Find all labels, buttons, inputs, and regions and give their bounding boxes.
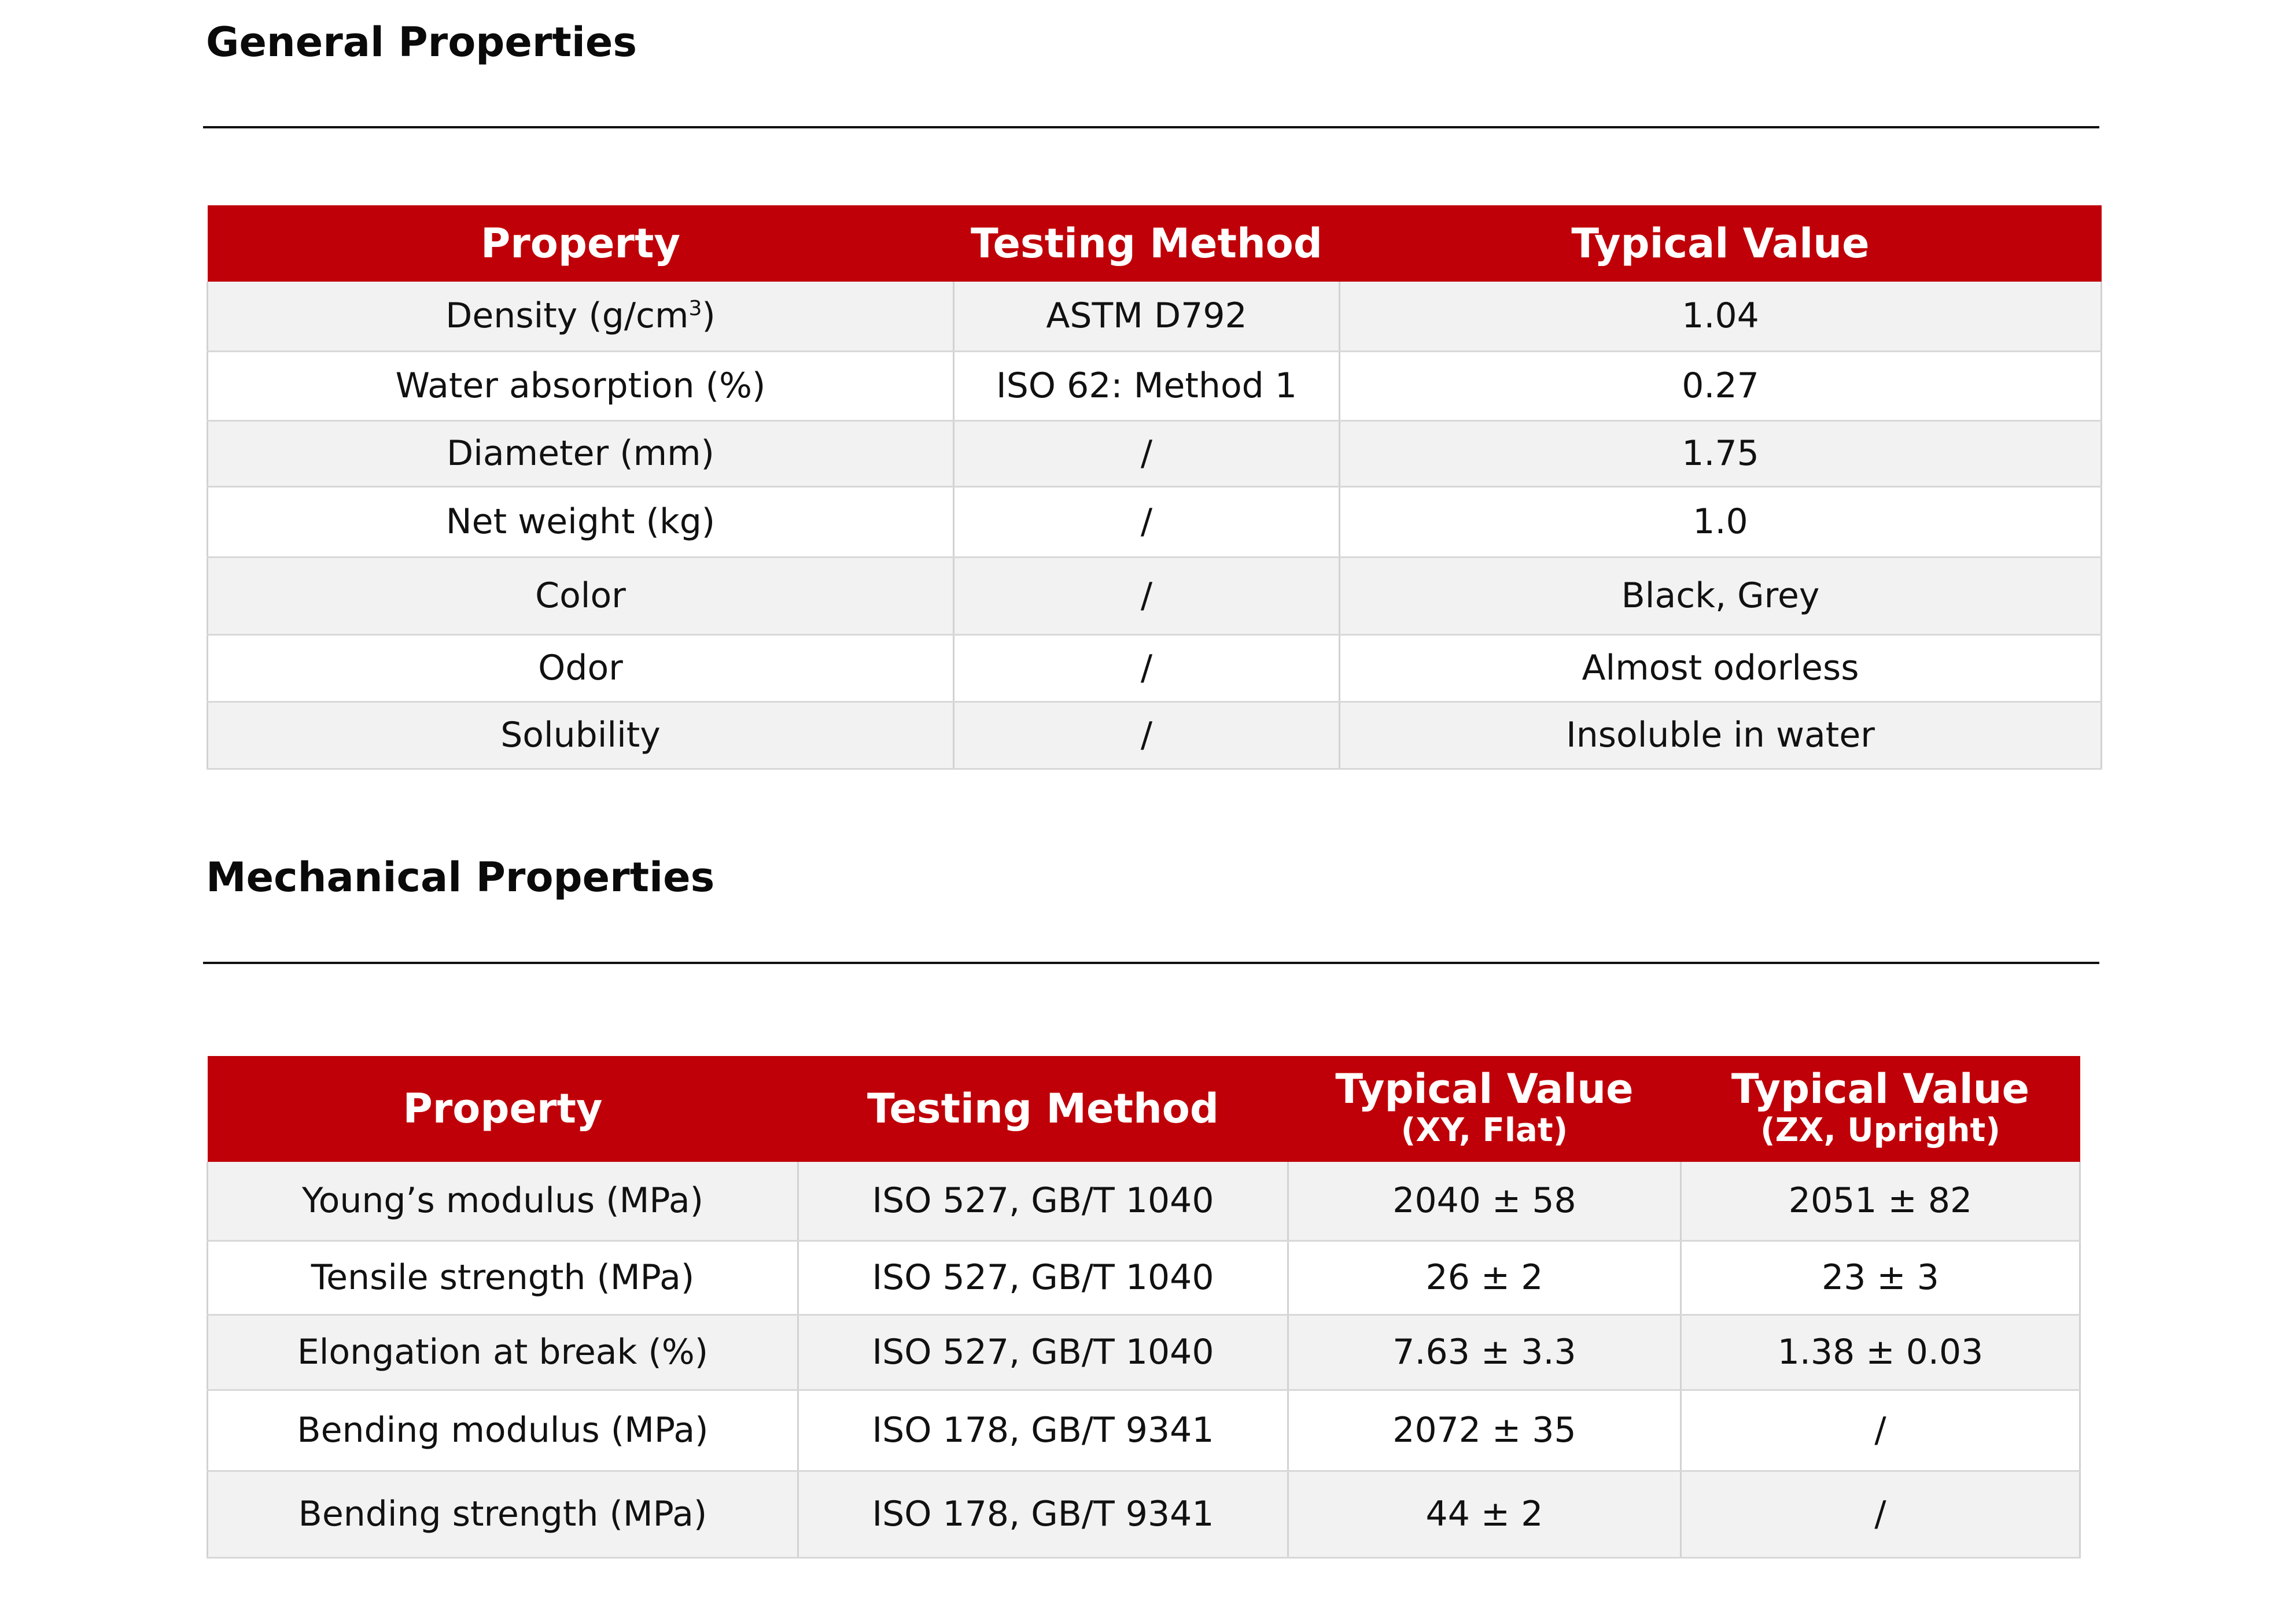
value-zx-cell: 2051 ± 82 (1681, 1162, 2080, 1241)
table-row (208, 420, 2102, 486)
value-xy-cell: 7.63 ± 3.3 (1288, 1315, 1681, 1390)
table-row (208, 351, 2102, 420)
table-row (208, 1390, 2080, 1471)
mechanical-properties-title: Mechanical Properties (206, 854, 715, 901)
value-zx-cell: / (1681, 1390, 2080, 1471)
method-cell: ISO 527, GB/T 1040 (798, 1162, 1288, 1241)
table-header-row (208, 1056, 2080, 1162)
method-cell: / (954, 420, 1340, 486)
table-row (208, 1162, 2080, 1241)
column-header-property: Property (208, 205, 954, 282)
property-cell: Elongation at break (%) (208, 1315, 798, 1390)
value-zx-cell: 23 ± 3 (1681, 1241, 2080, 1315)
column-header-testing-method: Testing Method (798, 1056, 1288, 1162)
value-xy-cell: 44 ± 2 (1288, 1471, 1681, 1557)
value-cell: Black, Grey (1340, 557, 2102, 634)
general-properties-title: General Properties (206, 19, 637, 66)
table-row (208, 1315, 2080, 1390)
value-cell: 1.75 (1340, 420, 2102, 486)
table-header-row (208, 205, 2102, 282)
property-cell: Net weight (kg) (208, 486, 954, 557)
value-xy-cell: 2072 ± 35 (1288, 1390, 1681, 1471)
method-cell: / (954, 702, 1340, 769)
column-header-property: Property (208, 1056, 798, 1162)
method-cell: ASTM D792 (954, 282, 1340, 351)
property-cell: Odor (208, 634, 954, 702)
method-cell: ISO 527, GB/T 1040 (798, 1241, 1288, 1315)
table-row (208, 557, 2102, 634)
property-cell: Young’s modulus (MPa) (208, 1162, 798, 1241)
section-divider (203, 126, 2099, 128)
property-cell: Water absorption (%) (208, 351, 954, 420)
table-row (208, 486, 2102, 557)
table-row (208, 1471, 2080, 1557)
property-cell: Diameter (mm) (208, 420, 954, 486)
column-header-typical-value-zx: Typical Value (ZX, Upright) (1681, 1056, 2080, 1162)
value-zx-cell: 1.38 ± 0.03 (1681, 1315, 2080, 1390)
property-cell: Solubility (208, 702, 954, 769)
property-cell: Bending modulus (MPa) (208, 1390, 798, 1471)
value-cell: Almost odorless (1340, 634, 2102, 702)
general-properties-table (207, 205, 2102, 770)
table-row (208, 634, 2102, 702)
method-cell: ISO 62: Method 1 (954, 351, 1340, 420)
value-cell: 1.04 (1340, 282, 2102, 351)
method-cell: ISO 527, GB/T 1040 (798, 1315, 1288, 1390)
method-cell: ISO 178, GB/T 9341 (798, 1471, 1288, 1557)
column-header-typical-value: Typical Value (1340, 205, 2102, 282)
column-header-typical-value-xy: Typical Value (XY, Flat) (1288, 1056, 1681, 1162)
value-cell: Insoluble in water (1340, 702, 2102, 769)
method-cell: / (954, 634, 1340, 702)
method-cell: / (954, 486, 1340, 557)
property-cell: Density $(g/cm^3)$ (208, 282, 954, 351)
table-row (208, 1241, 2080, 1315)
value-cell: 0.27 (1340, 351, 2102, 420)
column-header-testing-method: Testing Method (954, 205, 1340, 282)
section-divider (203, 962, 2099, 964)
property-cell: Color (208, 557, 954, 634)
property-cell: Tensile strength (MPa) (208, 1241, 798, 1315)
method-cell: / (954, 557, 1340, 634)
value-cell: 1.0 (1340, 486, 2102, 557)
property-cell: Bending strength (MPa) (208, 1471, 798, 1557)
table-row (208, 702, 2102, 769)
value-xy-cell: 26 ± 2 (1288, 1241, 1681, 1315)
method-cell: ISO 178, GB/T 9341 (798, 1390, 1288, 1471)
value-xy-cell: 2040 ± 58 (1288, 1162, 1681, 1241)
table-row (208, 282, 2102, 351)
mechanical-properties-table (207, 1056, 2081, 1559)
value-zx-cell: / (1681, 1471, 2080, 1557)
